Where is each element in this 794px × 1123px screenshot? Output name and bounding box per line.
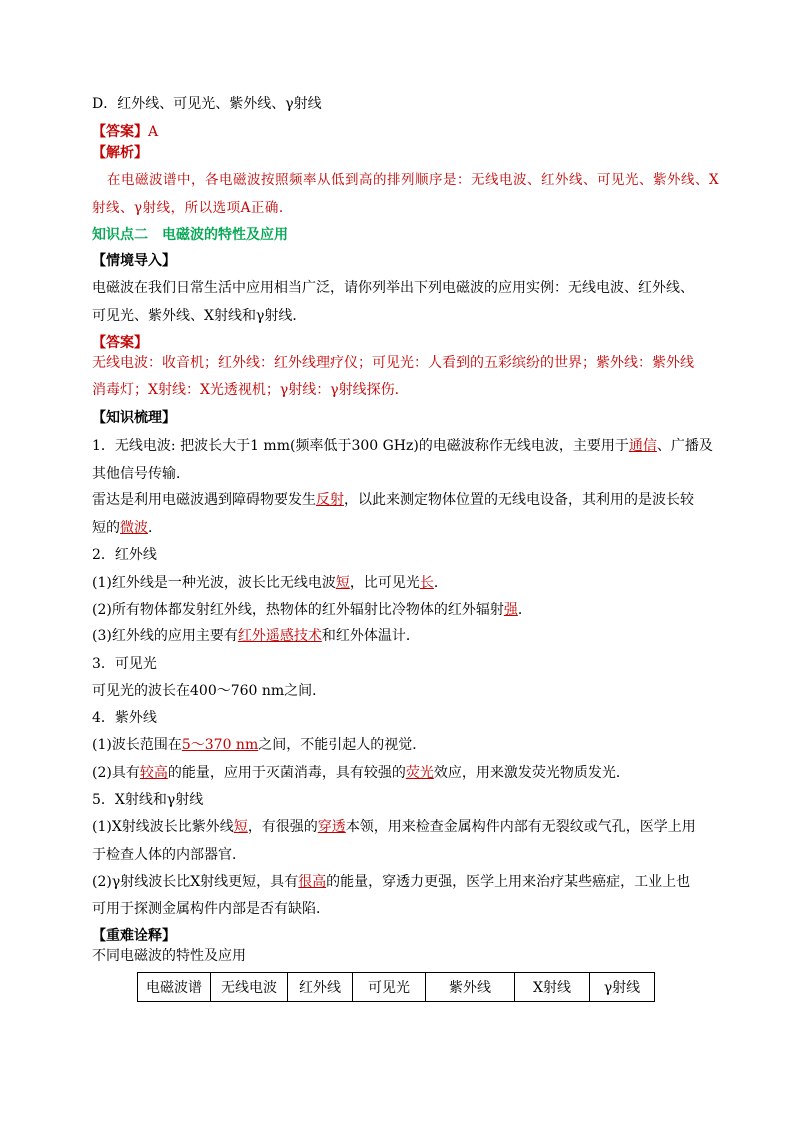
difficult-label: 【重难诠释】 [92, 928, 176, 944]
table-header-row [138, 973, 655, 1002]
k1-blank-communication: 通信 [628, 438, 657, 454]
k2-blank-strong: 强 [503, 602, 518, 618]
answer2-line-1: 无线电波：收音机；红外线：红外线理疗仪；可见光：人看到的五彩缤纷的世界；紫外线：紫外线 [92, 355, 694, 371]
k3-line-1: 可见光的波长在400～760 nm之间． [92, 683, 327, 699]
table-header-cell: X射线 [515, 973, 590, 1002]
k2-title: 2．红外线 [92, 547, 157, 563]
k4-line-2 [92, 763, 630, 783]
situation-label: 【情境导入】 [92, 253, 176, 269]
k4-l1a: (1)波长范围在 [92, 737, 182, 753]
k1-radar-a: 雷达是利用电磁波遇到障碍物要发生 [92, 492, 316, 508]
k5-line-4: 可用于探测金属构件内部是否有缺陷． [92, 901, 330, 917]
k4-line-1 [92, 735, 426, 755]
answer2-label: 【答案】 [92, 335, 148, 351]
k1-blank-reflection: 反射 [316, 492, 344, 508]
k2-blank-remote-sensing: 红外遥感技术 [237, 628, 322, 644]
k5-line-1 [92, 817, 696, 837]
k4-title: 4．紫外线 [92, 710, 157, 726]
k1-radar-line-1 [92, 490, 694, 510]
k1-line-2: 其他信号传输． [92, 466, 190, 482]
k1-line-1 [92, 436, 713, 456]
k4-l2a: (2)具有 [92, 765, 140, 781]
k5-l3c: 的能量，穿透力更强，医学上用来治疗某些癌症，工业上也 [326, 874, 691, 890]
answer-value: A [148, 124, 159, 140]
option-d: D．红外线、可见光、紫外线、γ射线 [92, 96, 322, 112]
k2-l1c: ，比可见光 [349, 575, 420, 591]
k5-blank-very-high: 很高 [298, 874, 327, 890]
analysis-line-1: 在电磁波谱中，各电磁波按照频率从低到高的排列顺序是：无线电波、红外线、可见光、紫外线、X [107, 172, 720, 188]
table-header-cell: 可见光 [353, 973, 426, 1002]
k2-blank-short: 短 [335, 575, 350, 591]
table-caption: 不同电磁波的特性及应用 [92, 948, 246, 964]
k5-line-2: 于检查人体的内部器官． [92, 847, 246, 863]
k4-l2e: 效应，用来激发荧光物质发光． [433, 765, 630, 781]
k2-l3a: (3)红外线的应用主要有 [92, 628, 238, 644]
table-header-cell: 红外线 [288, 973, 353, 1002]
answer2-line-2: 消毒灯；X射线：X光透视机；γ射线：γ射线探伤． [92, 382, 409, 398]
k2-line-3 [92, 626, 420, 646]
answer-label: 【答案】 [92, 124, 148, 140]
situation-line-1: 电磁波在我们日常生活中应用相当广泛，请你列举出下列电磁波的应用实例：无线电波、红外线、 [92, 280, 694, 296]
k1-blank-microwave: 微波 [120, 520, 148, 536]
table-header-cell: 电磁波谱 [138, 973, 211, 1002]
k2-l2a: (2)所有物体都发射红外线，热物体的红外辐射比冷物体的红外辐射 [92, 602, 504, 618]
k2-blank-long: 长 [419, 575, 434, 591]
k2-l1a: (1)红外线是一种光波，波长比无线电波 [92, 575, 336, 591]
section2-title: 知识点二 电磁波的特性及应用 [92, 227, 288, 243]
k1-radar-b: ，以此来测定物体位置的无线电设备，其利用的是波长较 [344, 492, 694, 508]
k4-blank-range: 5～370 nm [181, 737, 259, 753]
table-header-cell: 无线电波 [211, 973, 288, 1002]
k5-l1e: 本领，用来检查金属构件内部有无裂纹或气孔，医学上用 [345, 819, 696, 835]
k2-l1d: ． [433, 575, 448, 591]
situation-line-2: 可见光、紫外线、X射线和γ射线． [92, 308, 307, 324]
k5-l1a: (1)X射线波长比紫外线 [92, 819, 234, 835]
k4-blank-fluorescence: 荧光 [405, 765, 434, 781]
answer-line [92, 122, 158, 142]
k4-l1c: 之间，不能引起人的视觉． [258, 737, 427, 753]
k1-radar-line-2 [92, 518, 162, 538]
k1-radar-d: ． [148, 520, 162, 536]
table-header-cell: 紫外线 [426, 973, 515, 1002]
k2-line-1 [92, 573, 448, 593]
analysis-line-2: 射线、γ射线，所以选项A正确. [92, 200, 284, 216]
em-spectrum-table [137, 972, 655, 1002]
k3-title: 3．可见光 [92, 656, 157, 672]
knowledge-label: 【知识梳理】 [92, 410, 176, 426]
k5-blank-penetrate: 穿透 [317, 819, 346, 835]
k4-blank-higher: 较高 [139, 765, 168, 781]
k1-radar-c: 短的 [92, 520, 120, 536]
k5-l1c: ，有很强的 [247, 819, 318, 835]
k1-head: 1．无线电波: 把波长大于1 mm(频率低于300 GHz)的电磁波称作无线电波，主要用于 [92, 438, 629, 454]
k4-l2c: 的能量，应用于灭菌消毒，具有较强的 [167, 765, 406, 781]
k2-l2c: ． [517, 602, 532, 618]
k5-l3a: (2)γ射线波长比X射线更短，具有 [92, 874, 299, 890]
k2-l3c: 和红外体温计． [321, 628, 420, 644]
k5-line-3 [92, 872, 690, 892]
k1-tail: 、广播及 [656, 438, 713, 454]
k5-title: 5．X射线和γ射线 [92, 792, 204, 808]
k2-line-2 [92, 600, 532, 620]
analysis-label: 【解析】 [92, 145, 148, 161]
k5-blank-short: 短 [233, 819, 248, 835]
table-header-cell: γ射线 [590, 973, 655, 1002]
